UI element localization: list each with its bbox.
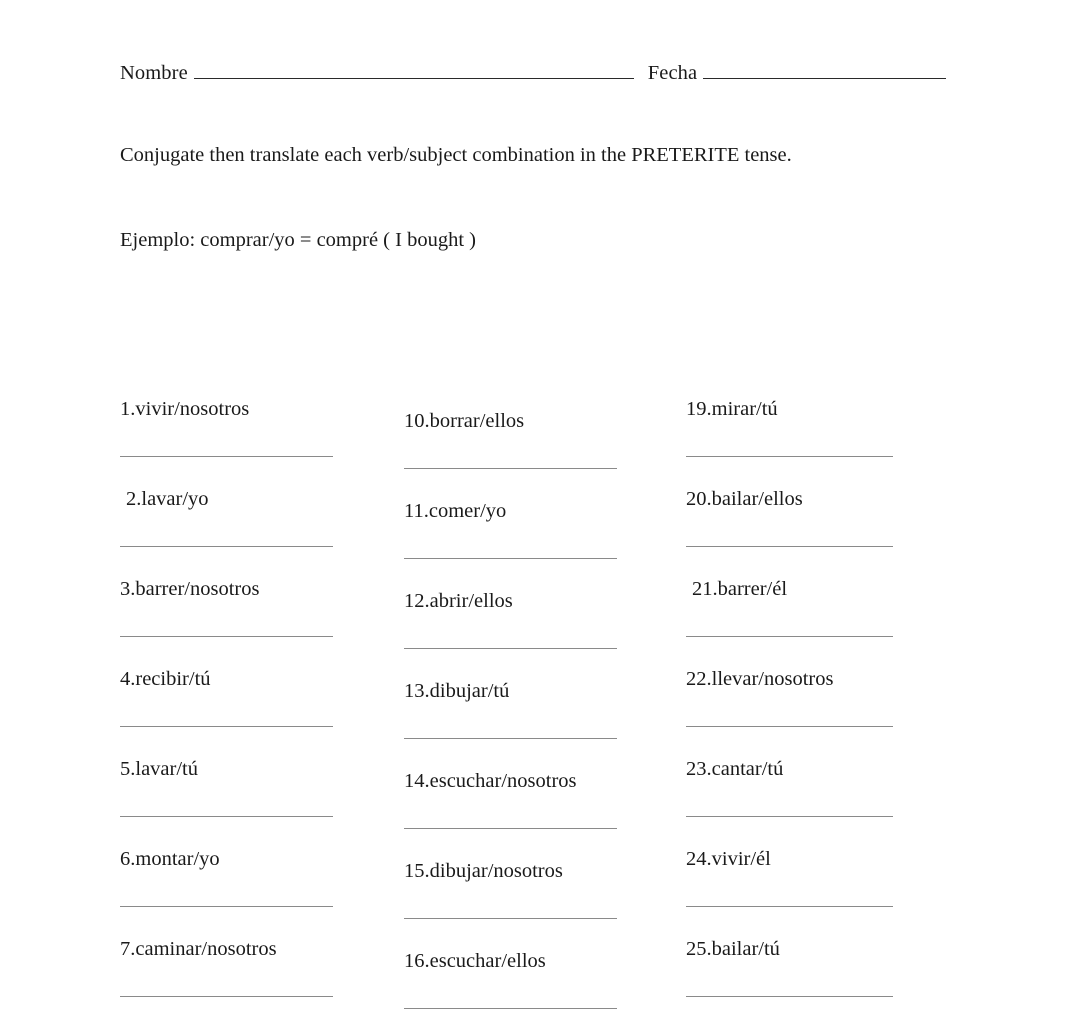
answer-blank-line[interactable] [120,996,333,997]
answer-blank-line[interactable] [404,828,617,829]
answer-blank-line[interactable] [404,918,617,919]
exercise-item-label: 1.vivir/nosotros [120,398,250,420]
exercise-item [686,668,916,691]
answer-blank-line[interactable] [404,738,617,739]
exercise-item [120,938,350,961]
exercise-item [686,848,916,871]
exercise-item-label: 14.escuchar/nosotros [404,770,577,792]
exercise-item-label: 20.bailar/ellos [686,488,803,510]
exercise-item-label: 4.recibir/tú [120,668,211,690]
answer-blank-line[interactable] [686,636,893,637]
name-label: Nombre [120,62,188,84]
exercise-item-label: 3.barrer/nosotros [120,578,260,600]
exercise-item-label: 11.comer/yo [404,500,507,522]
exercise-item-label: 6.montar/yo [120,848,220,870]
exercise-item [404,500,634,523]
exercise-item [120,398,350,421]
exercise-item [404,590,634,613]
exercise-item-label: 23.cantar/tú [686,758,784,780]
answer-blank-line[interactable] [120,636,333,637]
answer-blank-line[interactable] [120,906,333,907]
exercise-item [120,578,350,601]
answer-blank-line[interactable] [686,456,893,457]
exercise-item-label: 25.bailar/tú [686,938,780,960]
answer-blank-line[interactable] [404,468,617,469]
exercise-item [404,770,634,793]
exercise-item [686,578,916,601]
exercise-item [686,938,916,961]
exercise-item [120,668,350,691]
answer-blank-line[interactable] [686,996,893,997]
answer-blank-line[interactable] [404,558,617,559]
exercise-item-label: 12.abrir/ellos [404,590,513,612]
exercise-item [120,848,350,871]
answer-blank-line[interactable] [120,816,333,817]
answer-blank-line[interactable] [120,546,333,547]
exercise-item [404,680,634,703]
exercise-item-label: 13.dibujar/tú [404,680,510,702]
exercise-item [120,488,350,511]
date-label: Fecha [647,62,698,84]
exercise-item-label: 7.caminar/nosotros [120,938,277,960]
exercise-item-label: 5.lavar/tú [120,758,198,780]
answer-blank-line[interactable] [686,906,893,907]
exercise-item [120,758,350,781]
exercise-item-label: 19.mirar/tú [686,398,778,420]
exercise-item-label: 10.borrar/ellos [404,410,525,432]
example-text: Ejemplo: comprar/yo = compré ( I bought ) [120,229,476,251]
exercise-item-label: 15.dibujar/nosotros [404,860,563,882]
answer-blank-line[interactable] [686,726,893,727]
answer-blank-line[interactable] [120,726,333,727]
exercise-item [404,410,634,433]
exercise-item-label: 2.lavar/yo [126,488,209,510]
exercise-item [404,950,634,973]
answer-blank-line[interactable] [686,546,893,547]
answer-blank-line[interactable] [120,456,333,457]
exercise-item [404,860,634,883]
exercise-item-label: 21.barrer/él [692,578,788,600]
exercise-item-label: 24.vivir/él [686,848,771,870]
exercise-item [686,398,916,421]
exercise-item [686,488,916,511]
answer-blank-line[interactable] [686,816,893,817]
directions-text: Conjugate then translate each verb/subject combination in the PRETERITE tense. [120,144,792,166]
exercise-item [686,758,916,781]
answer-blank-line[interactable] [404,648,617,649]
exercise-item-label: 22.llevar/nosotros [686,668,834,690]
exercise-item-label: 16.escuchar/ellos [404,950,546,972]
